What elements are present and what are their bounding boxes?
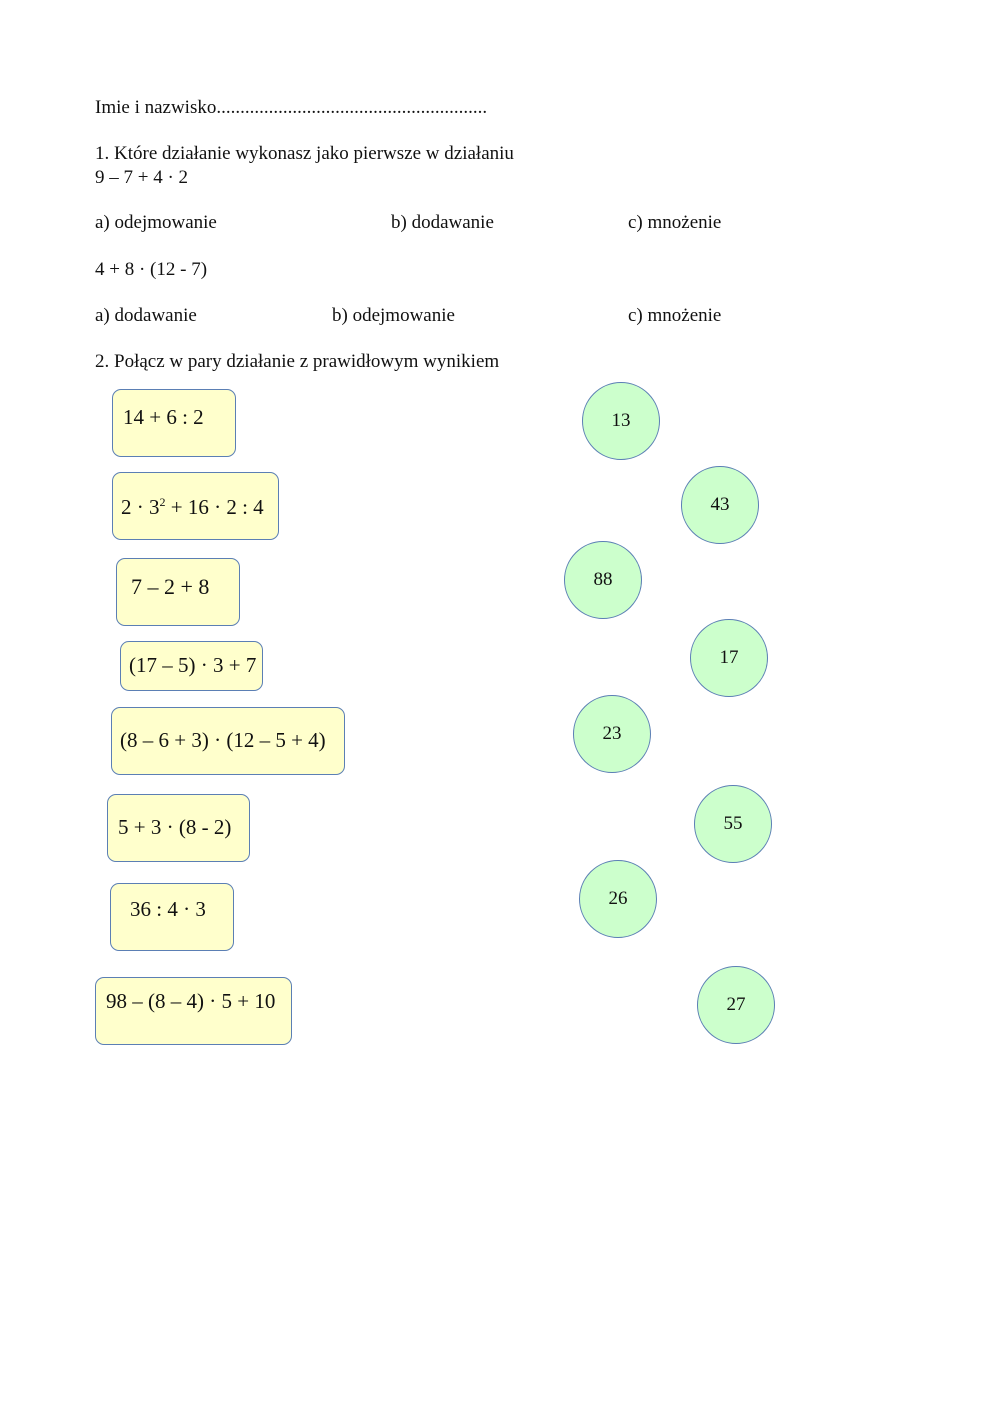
task1-option-a[interactable]: a) odejmowanie — [95, 212, 217, 233]
task1-option-b[interactable]: b) dodawanie — [391, 212, 494, 233]
name-line: Imie i nazwisko......................................................... — [95, 97, 488, 118]
task1-expression-2: 4 + 8 · (12 - 7) — [95, 259, 208, 280]
result-bubble[interactable]: 26 — [579, 860, 657, 938]
expression-card[interactable]: 5 + 3 · (8 - 2) — [107, 794, 250, 862]
expression-card[interactable]: 7 – 2 + 8 — [116, 558, 240, 626]
result-bubble[interactable]: 27 — [697, 966, 775, 1044]
expression-card[interactable]: (17 – 5) · 3 + 7 — [120, 641, 263, 691]
expression-text-rest: + 16 · 2 : 4 — [165, 495, 264, 519]
expression-card[interactable] — [112, 472, 279, 540]
result-bubble[interactable]: 55 — [694, 785, 772, 863]
task1-option-c-2[interactable]: c) mnożenie — [628, 305, 722, 326]
exponent: 2 — [159, 495, 166, 509]
task1-expression-1: 9 – 7 + 4 · 2 — [95, 167, 189, 188]
expression-card[interactable]: 14 + 6 : 2 — [112, 389, 236, 457]
result-bubble[interactable]: 13 — [582, 382, 660, 460]
result-bubble[interactable]: 88 — [564, 541, 642, 619]
task1-option-a-2[interactable]: a) dodawanie — [95, 305, 197, 326]
task1-option-c[interactable]: c) mnożenie — [628, 212, 722, 233]
task1-question: 1. Które działanie wykonasz jako pierwsze w działaniu — [95, 143, 514, 164]
expression-card[interactable]: (8 – 6 + 3) · (12 – 5 + 4) — [111, 707, 345, 775]
task1-option-b-2[interactable]: b) odejmowanie — [332, 305, 455, 326]
task2-question: 2. Połącz w pary działanie z prawidłowym wynikiem — [95, 351, 500, 372]
expression-card[interactable]: 98 – (8 – 4) · 5 + 10 — [95, 977, 292, 1045]
result-bubble[interactable]: 23 — [573, 695, 651, 773]
result-bubble[interactable]: 43 — [681, 466, 759, 544]
expression-card[interactable]: 36 : 4 · 3 — [110, 883, 234, 951]
result-bubble[interactable]: 17 — [690, 619, 768, 697]
expression-text-base: 2 · 3 — [121, 495, 160, 519]
